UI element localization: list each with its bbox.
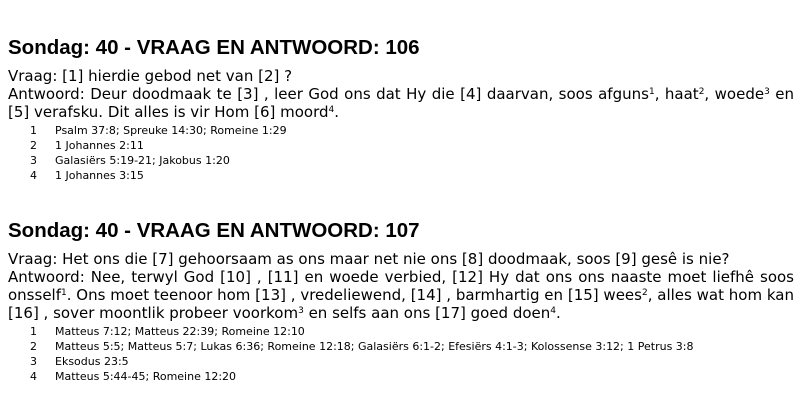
answer-segment: . <box>556 304 561 322</box>
reference-text: Psalm 37:8; Spreuke 14:30; Romeine 1:29 <box>55 124 287 137</box>
reference-item <box>8 138 794 153</box>
reference-number: 1 <box>30 124 37 137</box>
reference-number: 3 <box>30 154 37 167</box>
answer-segment: en selfs aan ons [17] goed doen <box>303 304 551 322</box>
footnote-marker: 2 <box>698 87 705 97</box>
question-text: Vraag: [1] hierdie gebod net van [2] ? <box>8 67 293 85</box>
reference-item <box>8 339 794 354</box>
answer-segment: Antwoord: Deur doodmaak te [3] , leer God ons dat Hy die [4] daarvan, soos afguns <box>8 85 649 103</box>
reference-number: 2 <box>30 139 37 152</box>
reference-text: 1 Johannes 2:11 <box>55 139 144 152</box>
answer-segment: en [5] verafsku. Dit alles is vir Hom [6] moord <box>8 85 795 121</box>
reference-number: 4 <box>30 169 37 182</box>
section-heading: Sondag: 40 - VRAAG EN ANTWOORD: 107 <box>8 219 420 242</box>
reference-item <box>8 354 794 369</box>
reference-number: 2 <box>30 340 37 353</box>
reference-text: Eksodus 23:5 <box>55 355 129 368</box>
reference-number: 1 <box>30 325 37 338</box>
answer-segment: , alles wat hom kan [16] , sover moontlik probeer voorkom <box>8 286 795 322</box>
answer-segment: . Ons moet teenoor hom [13] , vredeliewend, [14] , barmhartig en [15] wees <box>66 286 642 304</box>
footnote-marker: 3 <box>764 87 770 97</box>
footnote-marker: 4 <box>550 306 557 316</box>
reference-item <box>8 324 794 339</box>
qa-section-106 <box>8 36 794 183</box>
footnote-marker: 3 <box>298 306 304 316</box>
reference-text: Matteus 7:12; Matteus 22:39; Romeine 12:10 <box>55 325 305 338</box>
reference-text: 1 Johannes 3:15 <box>55 169 144 182</box>
question-text: Vraag: Het ons die [7] gehoorsaam as ons maar net nie ons [8] doodmaak, soos [9] gesê is nie? <box>8 250 730 268</box>
footnote-marker: 1 <box>648 87 655 97</box>
reference-item <box>8 369 794 384</box>
reference-number: 4 <box>30 370 37 383</box>
footnote-marker: 4 <box>328 105 335 115</box>
answer-segment: , woede <box>704 85 765 103</box>
reference-item <box>8 123 794 138</box>
reference-item <box>8 168 794 183</box>
qa-section-107 <box>8 219 794 384</box>
reference-list <box>8 123 794 183</box>
answer-segment: , haat <box>654 85 699 103</box>
section-heading: Sondag: 40 - VRAAG EN ANTWOORD: 106 <box>8 36 420 59</box>
footnote-marker: 1 <box>61 288 67 298</box>
reference-text: Galasiërs 5:19-21; Jakobus 1:20 <box>55 154 230 167</box>
answer-segment: Antwoord: Nee, terwyl God [10] , [11] en woede verbied, [12] Hy dat ons ons naaste moet liefhê soos onsself <box>8 268 794 304</box>
answer-segment: . <box>334 103 340 121</box>
reference-number: 3 <box>30 355 37 368</box>
reference-item <box>8 153 794 168</box>
answer-text <box>8 268 794 322</box>
answer-text <box>8 85 794 121</box>
reference-text: Matteus 5:5; Matteus 5:7; Lukas 6:36; Romeine 12:18; Galasiërs 6:1-2; Efesiërs 4:1-3; Kolossense 3:12; 1 Petrus 3:8 <box>55 340 694 353</box>
reference-list <box>8 324 794 384</box>
footnote-marker: 2 <box>641 288 648 298</box>
reference-text: Matteus 5:44-45; Romeine 12:20 <box>55 370 237 383</box>
